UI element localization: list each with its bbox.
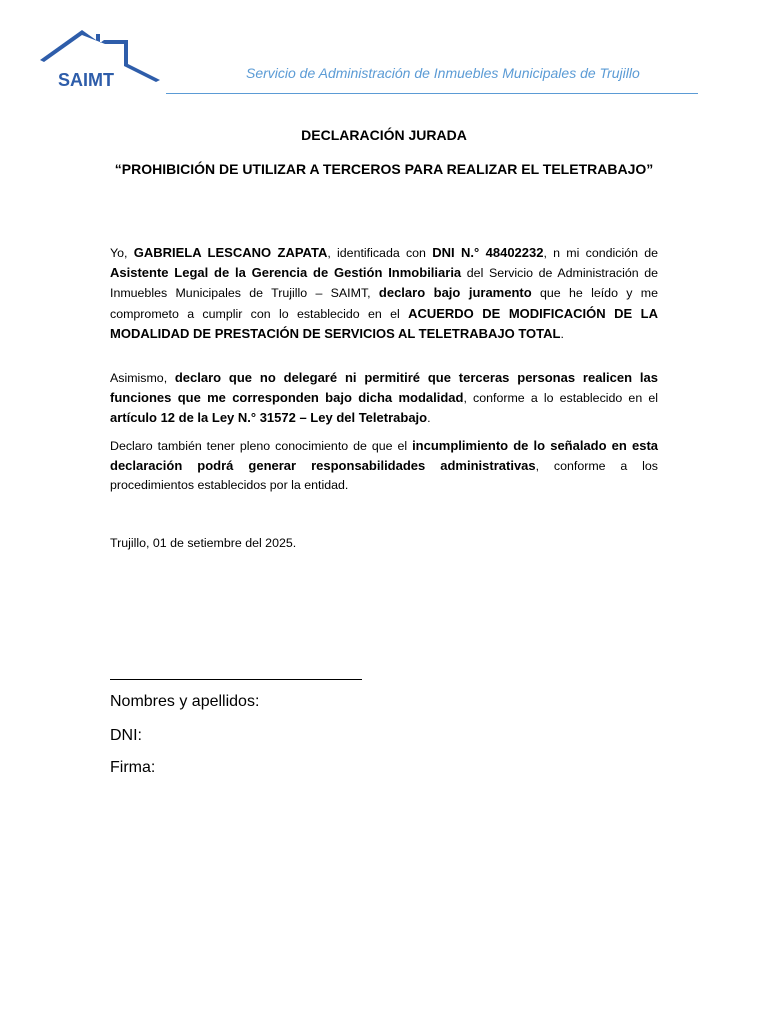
house-logo-icon (38, 28, 162, 88)
dni-label: DNI: (110, 727, 142, 744)
declarant-role: Asistente Legal de la Gerencia de Gestión Inmobiliaria (110, 265, 462, 281)
declarant-name: GABRIELA LESCANO ZAPATA (133, 245, 328, 260)
signature-line (110, 679, 362, 680)
header-divider (166, 93, 698, 94)
agreement-name: ACUERDO DE MODIFICACIÓN DE LA MODALIDAD DE PRESTACIÓN DE SERVICIOS AL TELETRABAJO TOTAL (110, 305, 658, 341)
paragraph-consequences: Declaro también tener pleno conocimiento de que el incumplimiento de lo señalado en esta declaración podrá generar responsabilidades administrativas, conforme a los procedimientos establecidos por la entidad. (110, 438, 658, 493)
names-label: Nombres y apellidos: (110, 693, 260, 710)
signature-label: Firma: (110, 759, 156, 776)
logo-text: SAIMT (58, 70, 114, 88)
saimt-logo (38, 28, 162, 88)
place-and-date: Trujillo, 01 de setiembre del 2025. (110, 536, 297, 550)
law-reference: artículo 12 de la Ley N.° 31572 – Ley del Teletrabajo (110, 410, 428, 426)
document-title: DECLARACIÓN JURADA (301, 127, 467, 143)
paragraph-no-delegation: Asimismo, declaro que no delegaré ni permitiré que terceras personas realicen las funciones que me corresponden bajo dicha modalidad, conforme a lo establecido en el artículo 12 de la Ley N.° 31572 – Ley del Teletrabajo. (110, 370, 658, 426)
document-subtitle: “PROHIBICIÓN DE UTILIZAR A TERCEROS PARA REALIZAR EL TELETRABAJO” (114, 161, 654, 177)
institution-header: Servicio de Administración de Inmuebles Municipales de Trujillo (246, 65, 640, 81)
declarant-dni: DNI N.° 48402232 (432, 245, 544, 260)
paragraph-declaration: Yo, GABRIELA LESCANO ZAPATA, identificada con DNI N.° 48402232, n mi condición de Asistente Legal de la Gerencia de Gestión Inmobiliaria del Servicio de Administración de Inmuebles Municipales de Trujillo – SAIMT, declaro bajo juramento que he leído y me comprometo a cumplir con lo establecido en el ACUERDO DE MODIFICACIÓN DE LA MODALIDAD DE PRESTACIÓN DE SERVICIOS AL TELETRABAJO TOTAL. (110, 245, 659, 341)
